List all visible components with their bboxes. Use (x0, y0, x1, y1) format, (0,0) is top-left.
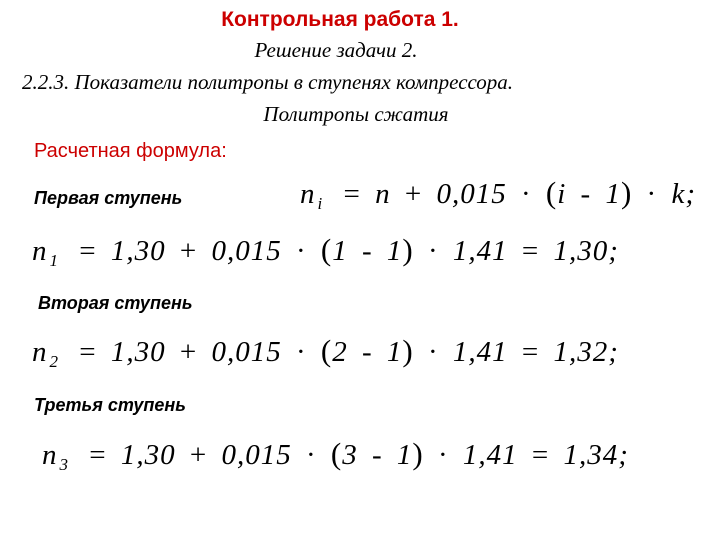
left-paren: ( (545, 175, 558, 210)
formula-label: Расчетная формула: (34, 140, 227, 162)
stage-subscript: 2 (49, 352, 59, 371)
stage-1-equation (32, 232, 619, 271)
left-paren: ( (330, 436, 343, 471)
stage-3-label: Третья ступень (34, 395, 186, 415)
formula-n: n (375, 178, 391, 210)
topic-line-1: 2.2.3. Показатели политропы в ступенях компрессора. (22, 70, 514, 94)
stage-base: 1,30 (110, 336, 166, 368)
stage-result: 1,34; (563, 439, 629, 471)
stage-3-equation (42, 436, 629, 475)
stage-k: 1,41 (462, 439, 518, 471)
equals-sign: = (531, 439, 550, 471)
stage-1-label: Первая ступень (34, 188, 183, 208)
dot-sign: · (437, 439, 449, 471)
stage-number: 2 (332, 336, 348, 368)
stage-coefficient: 0,015 (221, 439, 292, 471)
equals-sign: = (79, 235, 97, 267)
stage-coefficient: 0,015 (211, 336, 282, 368)
formula-coefficient: 0,015 (436, 178, 507, 210)
stage-base: 1,30 (110, 235, 166, 267)
equals-sign: = (89, 439, 107, 471)
minus-sign: - (361, 235, 373, 267)
left-paren: ( (320, 232, 333, 267)
stage-var: n (32, 235, 48, 267)
dot-sign: · (427, 336, 439, 368)
dot-sign: · (295, 336, 307, 368)
right-paren: ) (412, 436, 424, 471)
stage-2-label: Вторая ступень (38, 293, 193, 313)
stage-one: 1 (386, 336, 403, 368)
stage-2-equation (32, 333, 619, 372)
dot-sign: · (520, 178, 532, 210)
left-paren: ( (320, 333, 333, 368)
plus-sign: + (404, 178, 423, 210)
slide-subtitle: Решение задачи 2. (254, 38, 418, 62)
formula-lhs-subscript: i (317, 194, 324, 213)
formula-lhs: n (300, 178, 316, 210)
plus-sign: + (179, 336, 198, 368)
right-paren: ) (402, 232, 414, 267)
equals-sign: = (79, 336, 97, 368)
right-paren: ) (620, 175, 633, 210)
stage-var: n (42, 439, 58, 471)
stage-subscript: 1 (49, 251, 59, 270)
equals-sign: = (521, 336, 540, 368)
stage-coefficient: 0,015 (211, 235, 282, 267)
right-paren: ) (402, 333, 414, 368)
stage-var: n (32, 336, 48, 368)
stage-one: 1 (396, 439, 413, 471)
formula-one: 1 (605, 178, 621, 210)
topic-line-2: Политропы сжатия (263, 102, 449, 126)
dot-sign: · (646, 178, 658, 210)
formula-i: i (557, 178, 567, 210)
minus-sign: - (371, 439, 383, 471)
minus-sign: - (580, 178, 592, 210)
stage-result: 1,30; (553, 235, 619, 267)
plus-sign: + (189, 439, 208, 471)
stage-result: 1,32; (553, 336, 619, 368)
dot-sign: · (295, 235, 307, 267)
stage-number: 3 (342, 439, 358, 471)
minus-sign: - (361, 336, 373, 368)
stage-one: 1 (386, 235, 403, 267)
dot-sign: · (427, 235, 439, 267)
stage-subscript: 3 (59, 455, 69, 474)
stage-k: 1,41 (452, 336, 508, 368)
equals-sign: = (521, 235, 540, 267)
plus-sign: + (179, 235, 198, 267)
stage-base: 1,30 (120, 439, 176, 471)
dot-sign: · (305, 439, 317, 471)
stage-number: 1 (332, 235, 348, 267)
stage-k: 1,41 (452, 235, 508, 267)
general-formula (300, 175, 696, 214)
equals-sign: = (343, 178, 361, 210)
formula-k: k (671, 178, 686, 210)
formula-end: ; (685, 178, 696, 210)
slide-title: Контрольная работа 1. (221, 8, 459, 31)
